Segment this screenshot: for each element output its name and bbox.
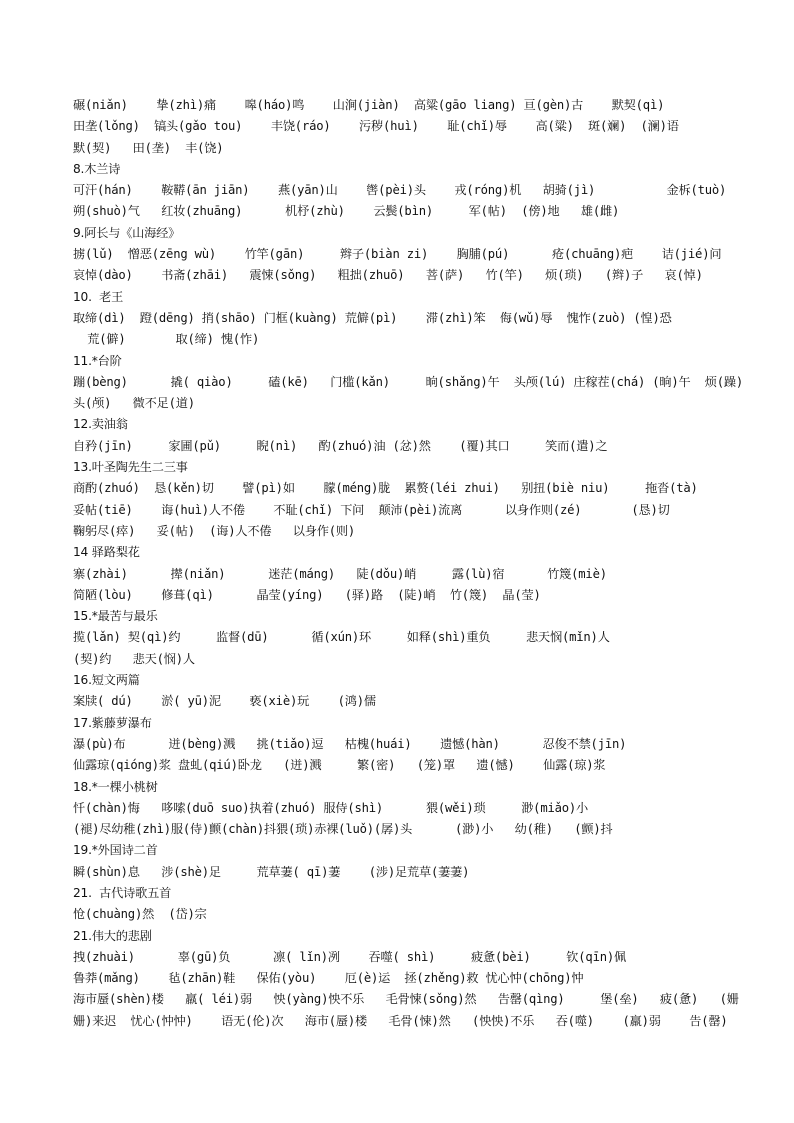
vocab-line: 瀑(pù)布 迸(bèng)溅 挑(tiǎo)逗 枯槐(huái) 遗憾(hàn) 忍俊不禁(jīn) bbox=[73, 736, 627, 751]
document-body bbox=[73, 95, 744, 1032]
section-heading: 9.阿长与《山海经》 bbox=[73, 225, 181, 240]
vocab-line: 自矜(jīn) 家圃(pǔ) 睨(nì) 酌(zhuó)油 (忿)然 (覆)其口 笑而(遣)之 bbox=[73, 438, 608, 453]
vocab-line: 仙露琼(qióng)浆 盘虬(qiú)卧龙 (迸)溅 繁(密) (笼)罩 遗(憾) 仙露(琼)浆 bbox=[73, 758, 606, 773]
vocab-line: 荒(僻) 取(缔) 愧(怍) bbox=[73, 332, 260, 347]
section-heading: 16.短文两篇 bbox=[73, 673, 140, 688]
vocab-line: 寨(zhài) 撵(niǎn) 迷茫(máng) 陡(dǒu)峭 露(lù)宿 竹篾(miè) bbox=[73, 566, 607, 581]
vocab-line: 姗)来迟 忧心(忡忡) 语无(伦)次 海市(蜃)楼 毛骨(悚)然 (怏怏)不乐 吞(噬) (羸)弱 告(罄) bbox=[73, 1013, 728, 1028]
vocab-line: 鞠躬尽(瘁) 妥(帖) (诲)人不倦 以身作(则) bbox=[73, 523, 356, 538]
vocab-line: 可汗(hán) 鞍鞯(ān jiān) 燕(yān)山 辔(pèi)头 戎(róng)机 胡骑(jì) 金柝(tuò) bbox=[73, 183, 727, 198]
vocab-line: 掳(lǔ) 憎恶(zēng wù) 竹竿(gān) 辫子(biàn zi) 胸脯(pú) 疮(chuāng)疤 诘(jié)问 bbox=[73, 247, 722, 262]
section-heading: 10. 老王 bbox=[73, 289, 124, 304]
vocab-line: 商酌(zhuó) 恳(kěn)切 譬(pì)如 朦(méng)胧 累赘(léi zhui) 别扭(biè niu) 拖沓(tà) bbox=[73, 481, 698, 496]
vocab-line: 朔(shuò)气 红妆(zhuāng) 机杼(zhù) 云鬓(bìn) 军(帖) (傍)地 雄(雌) bbox=[73, 204, 620, 219]
vocab-line: 取缔(dì) 蹬(dēng) 捎(shāo) 门框(kuàng) 荒僻(pì) 滞(zhì)笨 侮(wǔ)辱 愧怍(zuò) (惶)恐 bbox=[73, 310, 672, 325]
vocab-line: 妥帖(tiē) 诲(huì)人不倦 不耻(chǐ) 下问 颠沛(pèi)流离 以身作则(zé) (恳)切 bbox=[73, 502, 670, 517]
section-heading: 8.木兰诗 bbox=[73, 161, 121, 176]
vocab-line: 案牍( dú) 淤( yū)泥 亵(xiè)玩 (鸿)儒 bbox=[73, 694, 376, 709]
vocab-line: 头(颅) 微不足(道) bbox=[73, 396, 195, 411]
vocab-line: 蹦(bèng) 撬( qiào) 磕(kē) 门槛(kǎn) 晌(shǎng)午 头颅(lú) 庄稼茬(chá) (晌)午 烦(躁) bbox=[73, 374, 744, 389]
section-heading: 15.*最苦与最乐 bbox=[73, 609, 158, 624]
vocab-line: 怆(chuàng)然 (岱)宗 bbox=[73, 907, 207, 922]
section-heading: 18.*一棵小桃树 bbox=[73, 779, 158, 794]
section-heading: 17.紫藤萝瀑布 bbox=[73, 715, 152, 730]
vocab-line: 海市蜃(shèn)楼 羸( léi)弱 怏(yàng)怏不乐 毛骨悚(sǒng)然 告罄(qìng) 堡(垒) 疲(惫) (姗 bbox=[73, 992, 739, 1007]
vocab-line: (契)约 悲天(悯)人 bbox=[73, 651, 195, 666]
section-heading: 13.叶圣陶先生二三事 bbox=[73, 460, 188, 475]
vocab-line: 田垄(lǒng) 镐头(gǎo tou) 丰饶(ráo) 污秽(huì) 耻(chǐ)辱 高(粱) 斑(斓) (澜)语 bbox=[73, 119, 679, 134]
section-heading: 12.卖油翁 bbox=[73, 417, 128, 432]
vocab-line: 揽(lǎn) 契(qì)约 监督(dū) 循(xún)环 如释(shì)重负 悲天悯(mǐn)人 bbox=[73, 630, 610, 645]
section-heading: 19.*外国诗二首 bbox=[73, 843, 158, 858]
vocab-line: (褪)尽幼稚(zhì)服(侍)颤(chàn)抖猥(琐)赤裸(luǒ)(孱)头 (渺)小 幼(稚) (颤)抖 bbox=[73, 822, 613, 837]
section-heading: 11.*台阶 bbox=[73, 353, 122, 368]
vocab-line: 拽(zhuài) 辜(gū)负 凛( lǐn)冽 吞噬( shì) 疲惫(bèi) 钦(qīn)佩 bbox=[73, 949, 626, 964]
vocab-line: 碾(niǎn) 挚(zhì)痛 嗥(háo)鸣 山涧(jiàn) 高粱(gāo liang) 亘(gèn)古 默契(qì) bbox=[73, 98, 665, 112]
vocab-line: 哀悼(dào) 书斋(zhāi) 震悚(sǒng) 粗拙(zhuō) 菩(萨) 竹(竿) 烦(琐) (辫)子 哀(悼) bbox=[73, 268, 703, 283]
vocab-line: 鲁莽(mǎng) 毡(zhān)鞋 保佑(yòu) 厄(è)运 拯(zhěng)救 忧心忡(chōng)忡 bbox=[73, 971, 584, 986]
vocab-line: 简陋(lòu) 修葺(qì) 晶莹(yíng) (驿)路 (陡)峭 竹(篾) 晶(莹) bbox=[73, 587, 541, 602]
section-heading: 14 驿路梨花 bbox=[73, 545, 140, 560]
vocab-line: 忏(chàn)悔 哆嗦(duō suo)执着(zhuó) 服侍(shì) 猥(wěi)琐 渺(miǎo)小 bbox=[73, 800, 588, 815]
vocab-line: 默(契) 田(垄) 丰(饶) bbox=[73, 140, 224, 155]
section-heading: 21.伟大的悲剧 bbox=[73, 928, 152, 943]
section-heading: 21. 古代诗歌五首 bbox=[73, 885, 172, 900]
vocab-line: 瞬(shùn)息 涉(shè)足 荒草萋( qī)萋 (涉)足荒草(萋萋) bbox=[73, 864, 470, 879]
